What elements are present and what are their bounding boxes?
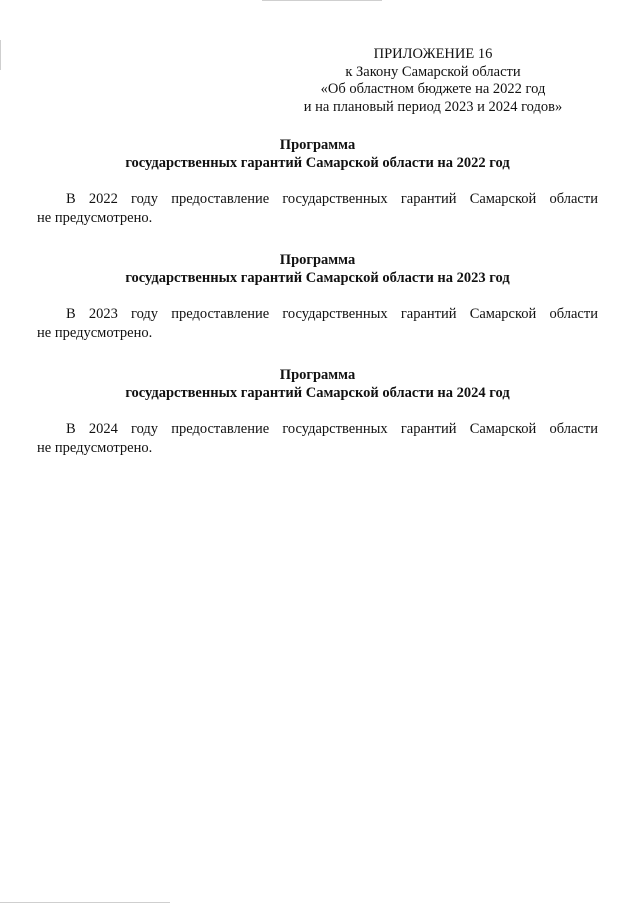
program-section-2024 bbox=[37, 366, 598, 458]
body-word: В bbox=[66, 191, 76, 207]
scan-artifact-bottom bbox=[0, 902, 170, 903]
section-body-line2: не предусмотрено. bbox=[37, 325, 153, 341]
section-title-line2: государственных гарантий Самарской области на 2022 год bbox=[125, 155, 510, 171]
body-word: области bbox=[549, 191, 598, 207]
section-body-line1 bbox=[37, 305, 598, 324]
appendix-header bbox=[273, 46, 593, 116]
section-body bbox=[37, 420, 598, 458]
body-word: предоставление bbox=[171, 306, 270, 322]
body-word: предоставление bbox=[171, 421, 270, 437]
section-title bbox=[37, 136, 598, 172]
body-word: гарантий bbox=[400, 191, 457, 207]
section-title bbox=[37, 366, 598, 402]
scan-artifact-left bbox=[0, 40, 1, 70]
body-word: 2024 bbox=[88, 421, 118, 437]
appendix-law-period: и на плановый период 2023 и 2024 годов» bbox=[303, 98, 563, 115]
section-title-line1: Программа bbox=[279, 252, 356, 268]
body-word: государственных bbox=[282, 306, 388, 322]
body-word: гарантий bbox=[400, 306, 457, 322]
body-word: году bbox=[131, 421, 159, 437]
section-title-line1: Программа bbox=[279, 367, 356, 383]
body-word: государственных bbox=[282, 421, 388, 437]
body-word: 2022 bbox=[88, 191, 118, 207]
section-body-line2: не предусмотрено. bbox=[37, 440, 153, 456]
section-title-line2: государственных гарантий Самарской области на 2023 год bbox=[125, 270, 510, 286]
body-word: году bbox=[131, 191, 159, 207]
body-word: области bbox=[549, 306, 598, 322]
body-word: государственных bbox=[282, 191, 388, 207]
section-title-line1: Программа bbox=[279, 137, 356, 153]
section-body bbox=[37, 305, 598, 343]
appendix-law-ref: к Закону Самарской области bbox=[345, 63, 521, 80]
program-section-2023 bbox=[37, 251, 598, 343]
body-word: В bbox=[66, 421, 76, 437]
section-body-line2: не предусмотрено. bbox=[37, 210, 153, 226]
body-word: 2023 bbox=[88, 306, 118, 322]
body-word: В bbox=[66, 306, 76, 322]
program-section-2022 bbox=[37, 136, 598, 228]
section-body-line1 bbox=[37, 420, 598, 439]
body-word: области bbox=[549, 421, 598, 437]
body-word: году bbox=[131, 306, 159, 322]
section-title-line2: государственных гарантий Самарской области на 2024 год bbox=[125, 385, 510, 401]
appendix-number: ПРИЛОЖЕНИЕ 16 bbox=[373, 46, 493, 62]
section-body-line1 bbox=[37, 190, 598, 209]
body-word: предоставление bbox=[171, 191, 270, 207]
body-word: гарантий bbox=[400, 421, 457, 437]
section-body bbox=[37, 190, 598, 228]
body-word: Самарской bbox=[469, 421, 537, 437]
section-title bbox=[37, 251, 598, 287]
body-word: Самарской bbox=[469, 191, 537, 207]
appendix-law-title: «Об областном бюджете на 2022 год bbox=[320, 81, 546, 97]
body-word: Самарской bbox=[469, 306, 537, 322]
scan-artifact-top bbox=[262, 0, 382, 1]
